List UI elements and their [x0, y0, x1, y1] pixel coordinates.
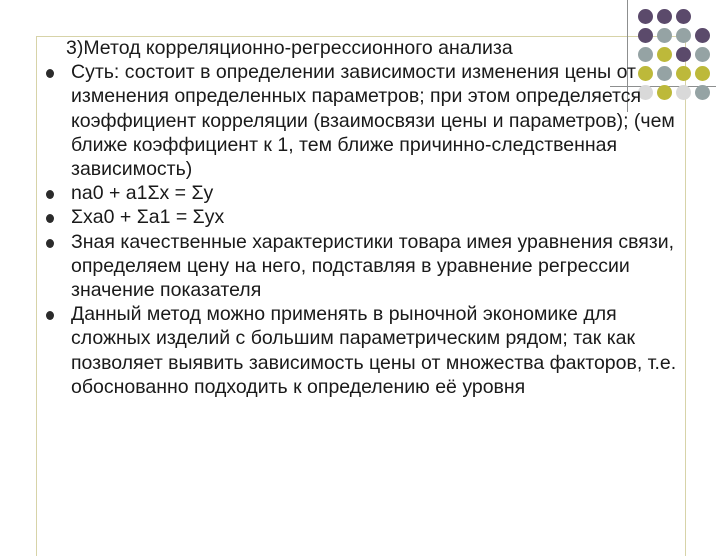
decorative-dot [695, 28, 710, 43]
decorative-dot [695, 85, 710, 100]
decorative-dot [657, 9, 672, 24]
list-item [46, 60, 686, 181]
bullet-icon [46, 311, 54, 320]
slide-content [46, 36, 686, 399]
bullet-icon [46, 214, 54, 223]
list-item [46, 302, 686, 399]
list-item [46, 205, 686, 229]
decorative-dot [695, 47, 710, 62]
bullet-icon [46, 69, 54, 78]
decorative-dot [676, 9, 691, 24]
bullet-icon [46, 239, 54, 248]
list-item-text: Зная качественные характеристики товара имея уравнения связи, определяем цену на него, подставляя в уравнение регрессии значение показателя [71, 230, 675, 302]
bullet-icon [46, 190, 54, 199]
list-item [46, 181, 686, 205]
list-item-text: na0 + a1Σx = Σy [71, 182, 214, 205]
slide-heading: 3)Метод корреляционно-регрессионного анализа [66, 37, 513, 59]
decorative-dot [638, 9, 653, 24]
decorative-dot [695, 66, 710, 81]
list-item [46, 230, 686, 303]
list-item-text: Суть: состоит в определении зависимости изменения цены от изменения определенных параметров; при этом определяется коэффициент корреляции (взаимосвязи цены и параметров); (чем ближе коэффициент к 1, тем ближе причинно-следственная зависимость) [71, 61, 675, 181]
list-item-text: Σxa0 + Σa1 = Σyx [71, 206, 225, 229]
list-item-text: Данный метод можно применять в рыночной экономике для сложных изделий с большим параметрическим рядом; так как позволяет выявить зависимость цены от множества факторов, т.е. обоснованно подходить к определению её уровня [71, 303, 677, 398]
bullet-list [46, 60, 686, 399]
